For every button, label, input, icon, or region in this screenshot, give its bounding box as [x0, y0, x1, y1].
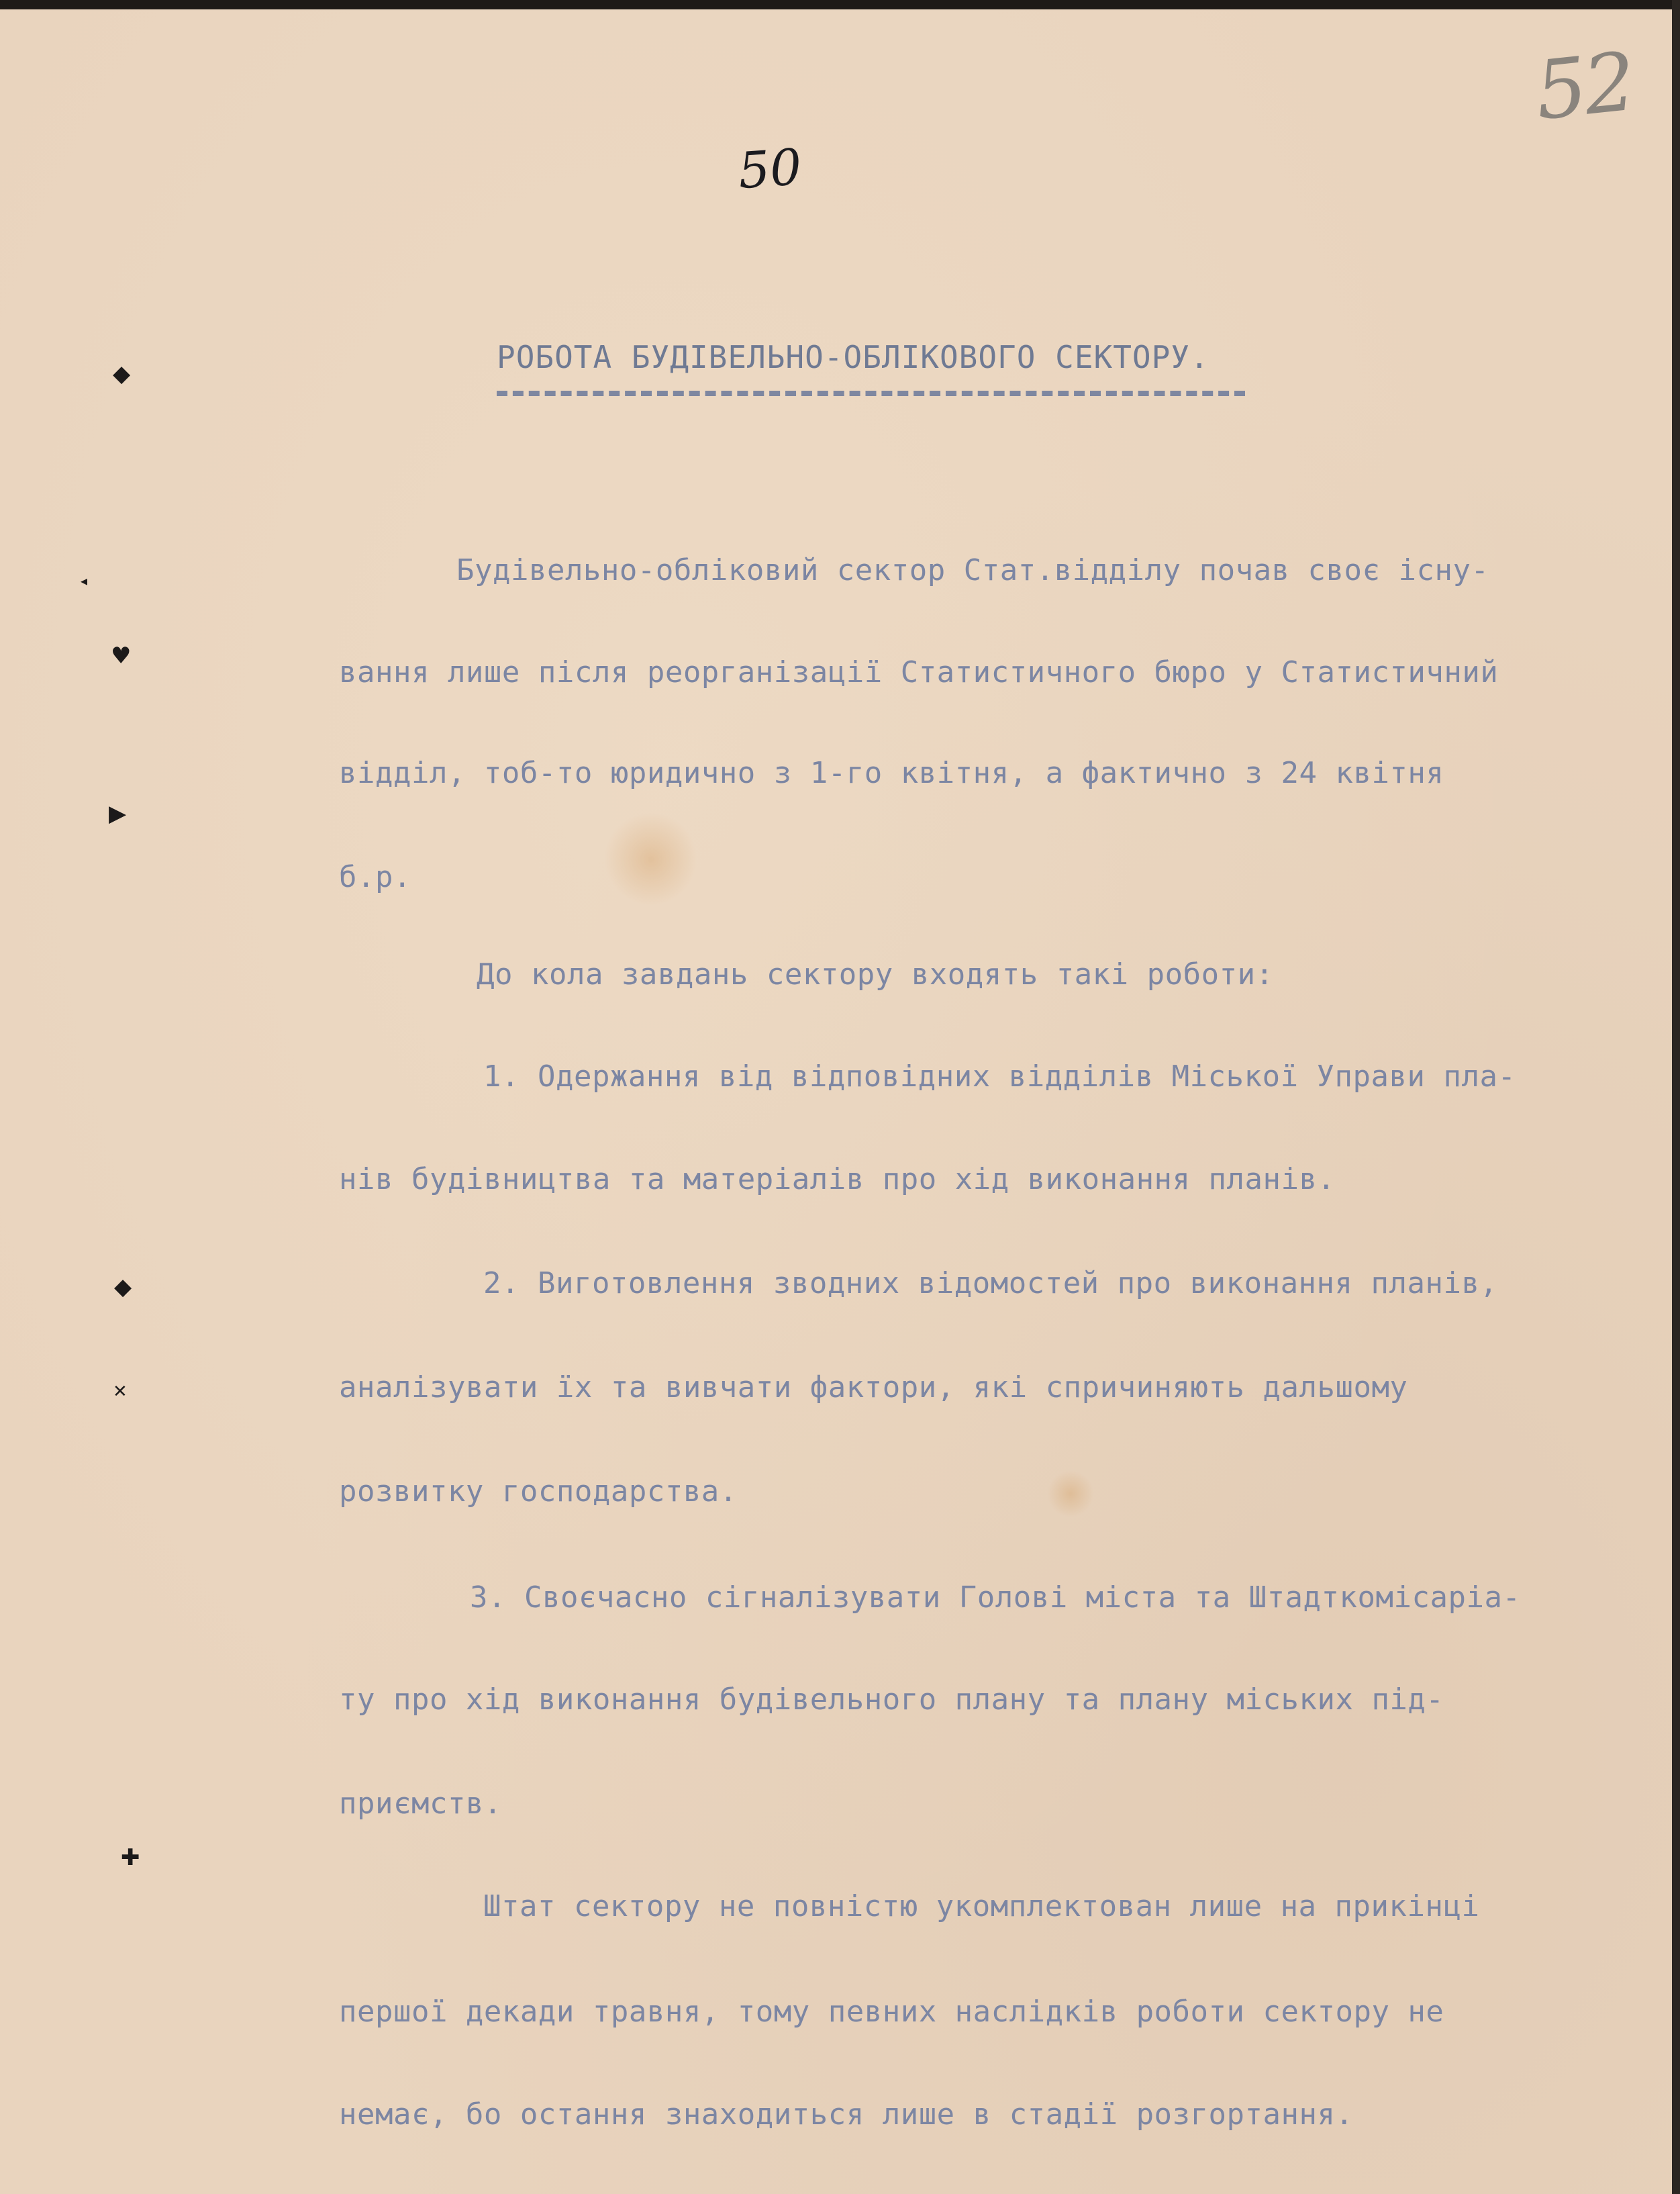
scan-border-right [1672, 0, 1680, 2194]
title-underline [497, 391, 1245, 396]
paper-stain [1047, 1470, 1094, 1517]
paper-stain [604, 812, 698, 906]
punch-mark: ◆ [113, 361, 131, 387]
page-folio-number: 50 [736, 138, 804, 201]
text-line: першої декади травня, тому певних наслідків роботи сектору не [339, 1995, 1444, 2029]
punch-mark: ♥ [111, 642, 132, 669]
text-line: До кола завдань сектору входять такі роботи: [477, 957, 1274, 992]
text-line: приємств. [339, 1786, 502, 1821]
text-line: аналізувати їх та вивчати фактори, які спричиняють дальшому [339, 1370, 1408, 1404]
text-line: б.р. [339, 860, 411, 894]
text-line: Будівельно-обліковий сектор Стат.відділу почав своє існу- [456, 553, 1489, 587]
punch-mark: ◆ [114, 1274, 132, 1300]
text-line: Штат сектору не повністю укомплектован лише на прикінці [483, 1889, 1480, 1923]
punch-mark: ✚ [121, 1844, 140, 1871]
text-line: 2. Виготовлення зводних відомостей про виконання планів, [483, 1266, 1498, 1300]
text-line: розвитку господарства. [339, 1474, 738, 1509]
text-line: вання лише після реорганізації Статистичного бюро у Статистичний [339, 655, 1499, 689]
punch-mark: ✕ [113, 1382, 128, 1402]
punch-mark: ◂ [81, 573, 88, 589]
text-line: 3. Своєчасно сігналізувати Голові міста та Штадткомісаріа- [470, 1580, 1521, 1615]
text-line: 1. Одержання від відповідних відділів Міської Управи пла- [483, 1059, 1516, 1094]
punch-mark: ▶ [109, 800, 127, 827]
archive-folio-number: 52 [1531, 35, 1638, 139]
scan-border-top [0, 0, 1680, 9]
text-line: ту про хід виконання будівельного плану та плану міських під- [339, 1682, 1444, 1717]
text-line: нів будівництва та матеріалів про хід виконання планів. [339, 1162, 1336, 1196]
document-title: РОБОТА БУДІВЕЛЬНО-ОБЛІКОВОГО СЕКТОРУ. [497, 339, 1209, 375]
text-line: відділ, тоб-то юридично з 1-го квітня, а фактично з 24 квітня [339, 756, 1444, 790]
text-line: немає, бо остання знаходиться лише в стадії розгортання. [339, 2097, 1354, 2132]
